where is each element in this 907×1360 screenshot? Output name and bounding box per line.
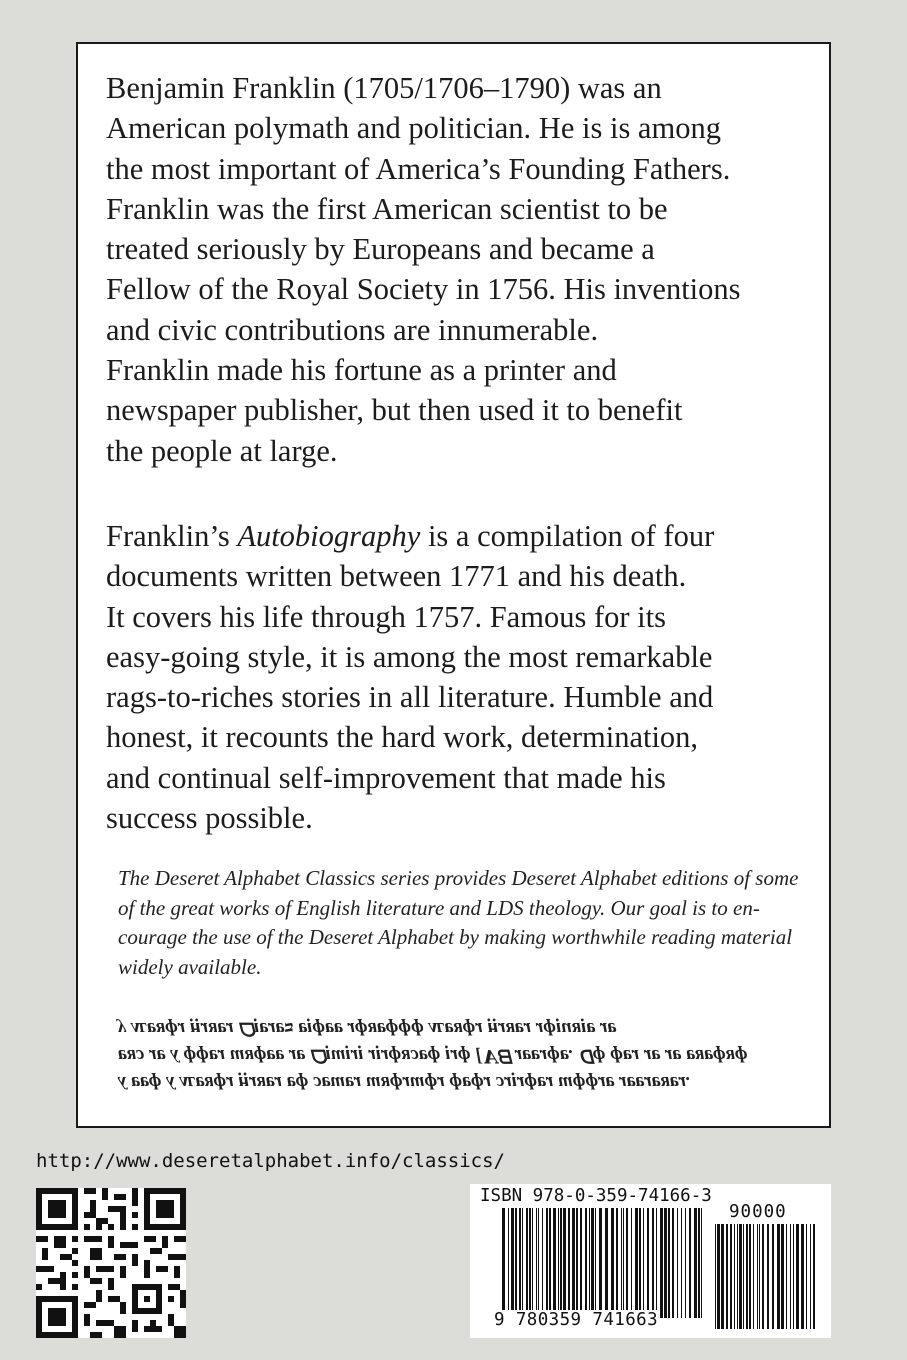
barcode-bar — [508, 1208, 509, 1318]
description-panel — [76, 42, 831, 1128]
barcode-bar — [801, 1224, 804, 1329]
text-line: Fellow of the Royal Society in 1756. His inventions — [106, 272, 741, 307]
barcode-bar — [563, 1208, 566, 1318]
barcode-bar — [616, 1208, 618, 1318]
isbn-barcode — [470, 1184, 831, 1338]
deseret-line: ɐᴚɔ ɹɐ ʎ ɸɸɐɹ ɯᴚɸɐɐ ɹɐ ᗝᴉɯᴉɹᴉ ɹᴉɹɸᴚɔɐɸ ᴉɹɸ [Ɐᗺ ɹɐɐɹɸɐ. ᗡɸ ɸɐɹ ɹɐ ɹɐ ɐᴚɐɸᴚɸ — [118, 1045, 748, 1065]
barcode-bar — [502, 1208, 505, 1318]
barcode-bar — [772, 1224, 774, 1329]
barcode-bar — [806, 1224, 807, 1329]
barcode-bar — [759, 1224, 760, 1329]
deseret-line: y ᴧʟɐᴚɸɹ ᴉ̵ᴉɹᴚɐɹ ᗝᴉɐɹɐᴝ ɐᴉɸɐɐ ɹɸᴚɐɸɸɸ ᴧʟɐᴚɸɹ ᴉ̵ᴉɹᴚɐɹ ɹɸᴉuᴚᴉɐ ɹɐ — [118, 1018, 617, 1038]
barcode-bar — [623, 1208, 624, 1318]
barcode-bar — [538, 1208, 539, 1318]
barcode-bar — [546, 1208, 548, 1318]
barcode-bar — [526, 1208, 528, 1318]
barcode-bar — [701, 1208, 702, 1318]
text-line: honest, it recounts the hard work, determination, — [106, 720, 699, 755]
barcode-bar — [560, 1208, 562, 1318]
barcode-bar — [522, 1208, 523, 1318]
barcode-bar — [689, 1208, 691, 1318]
text-line: rags-to-riches stories in all literature. Humble and — [106, 680, 714, 715]
barcode-bar — [715, 1224, 716, 1329]
barcode-bar — [558, 1208, 559, 1318]
barcode-bar — [796, 1224, 799, 1329]
qr-code-icon — [36, 1188, 186, 1338]
barcode-bar — [580, 1208, 582, 1318]
barcode-bar — [746, 1224, 748, 1329]
barcode-bar — [635, 1208, 638, 1318]
barcode-bar — [511, 1208, 514, 1318]
text-line: success possible. — [106, 801, 313, 836]
text-line: Franklin was the first American scientist to be — [106, 191, 668, 226]
isbn-label: ISBN 978-0-359-74166-3 — [480, 1186, 712, 1206]
barcode-bar — [767, 1224, 769, 1329]
barcode-bar — [656, 1208, 657, 1318]
text-line: and civic contributions are innumerable. — [106, 312, 599, 347]
barcode-bar — [515, 1208, 517, 1318]
text-run: is a compilation of four — [420, 519, 715, 553]
barcode-bar — [647, 1208, 649, 1318]
barcode-bar — [790, 1224, 791, 1329]
barcode-bar — [730, 1224, 732, 1329]
barcode-bar — [589, 1208, 590, 1318]
barcode-bar — [810, 1224, 811, 1329]
barcode-bar — [660, 1208, 663, 1318]
barcode-bar — [753, 1224, 754, 1329]
barcode-addon-bars — [715, 1224, 815, 1329]
barcode-bar — [621, 1208, 622, 1318]
barcode-bar — [743, 1224, 744, 1329]
book-title: Autobiography — [237, 519, 421, 553]
barcode-bar — [668, 1208, 670, 1318]
barcode-bar — [585, 1208, 587, 1318]
barcode-bar — [685, 1208, 686, 1318]
barcode-bar — [591, 1208, 594, 1318]
barcode-bar — [793, 1224, 794, 1329]
barcode-bar — [572, 1208, 575, 1318]
barcode-bar — [813, 1224, 815, 1329]
text-line: It covers his life through 1757. Famous for its — [106, 599, 666, 634]
barcode-bar — [536, 1208, 537, 1318]
barcode-bar — [698, 1208, 700, 1318]
barcode-bar — [781, 1224, 784, 1329]
barcode-bars — [502, 1208, 702, 1318]
text-line: documents written between 1771 and his death. — [106, 559, 687, 594]
text-line — [106, 516, 806, 556]
deseret-alphabet-note — [118, 1014, 798, 1095]
barcode-bar — [739, 1224, 742, 1329]
barcode-bar — [672, 1208, 674, 1318]
note-line: of the great works of English literature and LDS theology. Our goal is to en- — [118, 895, 760, 920]
text-line: easy-going style, it is among the most remarkable — [106, 639, 713, 674]
barcode-bar — [519, 1208, 521, 1318]
note-line: The Deseret Alphabet Classics series provides Deseret Alphabet editions of some — [118, 866, 799, 890]
text-line: American polymath and politician. He is is among — [106, 111, 721, 146]
barcode-bar — [529, 1208, 531, 1318]
text-line: treated seriously by Europeans and became a — [106, 232, 655, 267]
text-line: and continual self-improvement that made his — [106, 760, 666, 795]
barcode-bar — [786, 1224, 787, 1329]
barcode-bar — [605, 1208, 608, 1318]
barcode-bar — [677, 1208, 678, 1318]
barcode-bar — [626, 1208, 628, 1318]
text-line: Benjamin Franklin (1705/1706–1790) was an — [106, 71, 662, 105]
barcode-bar — [749, 1224, 751, 1329]
text-line: the most important of America’s Founding Fathers. — [106, 151, 731, 186]
barcode-bar — [611, 1208, 614, 1318]
barcode-bar — [777, 1224, 780, 1329]
text-run: Franklin’s — [106, 519, 238, 553]
series-note — [118, 864, 798, 982]
description-paragraph-1 — [106, 68, 806, 471]
description-paragraph-2 — [106, 516, 806, 838]
barcode-bar — [549, 1208, 551, 1318]
barcode-bar — [717, 1224, 720, 1329]
barcode-bar — [757, 1224, 758, 1329]
barcode-digits: 9 780359 741663 — [494, 1310, 659, 1330]
barcode-bar — [694, 1208, 697, 1318]
barcode-bar — [532, 1208, 533, 1318]
barcode-bar — [681, 1208, 682, 1318]
barcode-bar — [726, 1224, 728, 1329]
barcode-bar — [721, 1224, 724, 1329]
barcode-bar — [576, 1208, 578, 1318]
barcode-bar — [639, 1208, 641, 1318]
website-url: http://www.deseretalphabet.info/classics/ — [36, 1150, 505, 1172]
barcode-bar — [542, 1208, 543, 1318]
text-line: Franklin made his fortune as a printer and — [106, 353, 617, 388]
barcode-bar — [631, 1208, 632, 1318]
price-code: 90000 — [729, 1202, 787, 1222]
barcode-bar — [599, 1208, 602, 1318]
barcode-bar — [734, 1224, 735, 1329]
barcode-bar — [664, 1208, 667, 1318]
barcode-bar — [762, 1224, 764, 1329]
barcode-bar — [643, 1208, 644, 1318]
text-line: the people at large. — [106, 433, 338, 468]
note-line: courage the use of the Deseret Alphabet by making worthwhile reading material — [118, 925, 793, 950]
barcode-bar — [595, 1208, 596, 1318]
barcode-bar — [553, 1208, 556, 1318]
text-line: newspaper publisher, but then used it to benefit — [106, 393, 683, 428]
barcode-bar — [568, 1208, 570, 1318]
barcode-bar — [652, 1208, 654, 1318]
note-line: widely available. — [118, 954, 262, 979]
deseret-line: ʎ ɐɐɸ ʎ ᴧʟɐᴚɸɹ ᴉ̵ᴉɹᴚɐɹ ɐɸ ɔɐɯɐɹ ɯᴚɸɹɯɸɹ ɸɐɸɹ ɔɹᴉɹɸɐɹ ɯɸɸɹɐ ɹɐɐɹɐᴚɐɹ. — [118, 1072, 691, 1092]
barcode-bar — [737, 1224, 738, 1329]
